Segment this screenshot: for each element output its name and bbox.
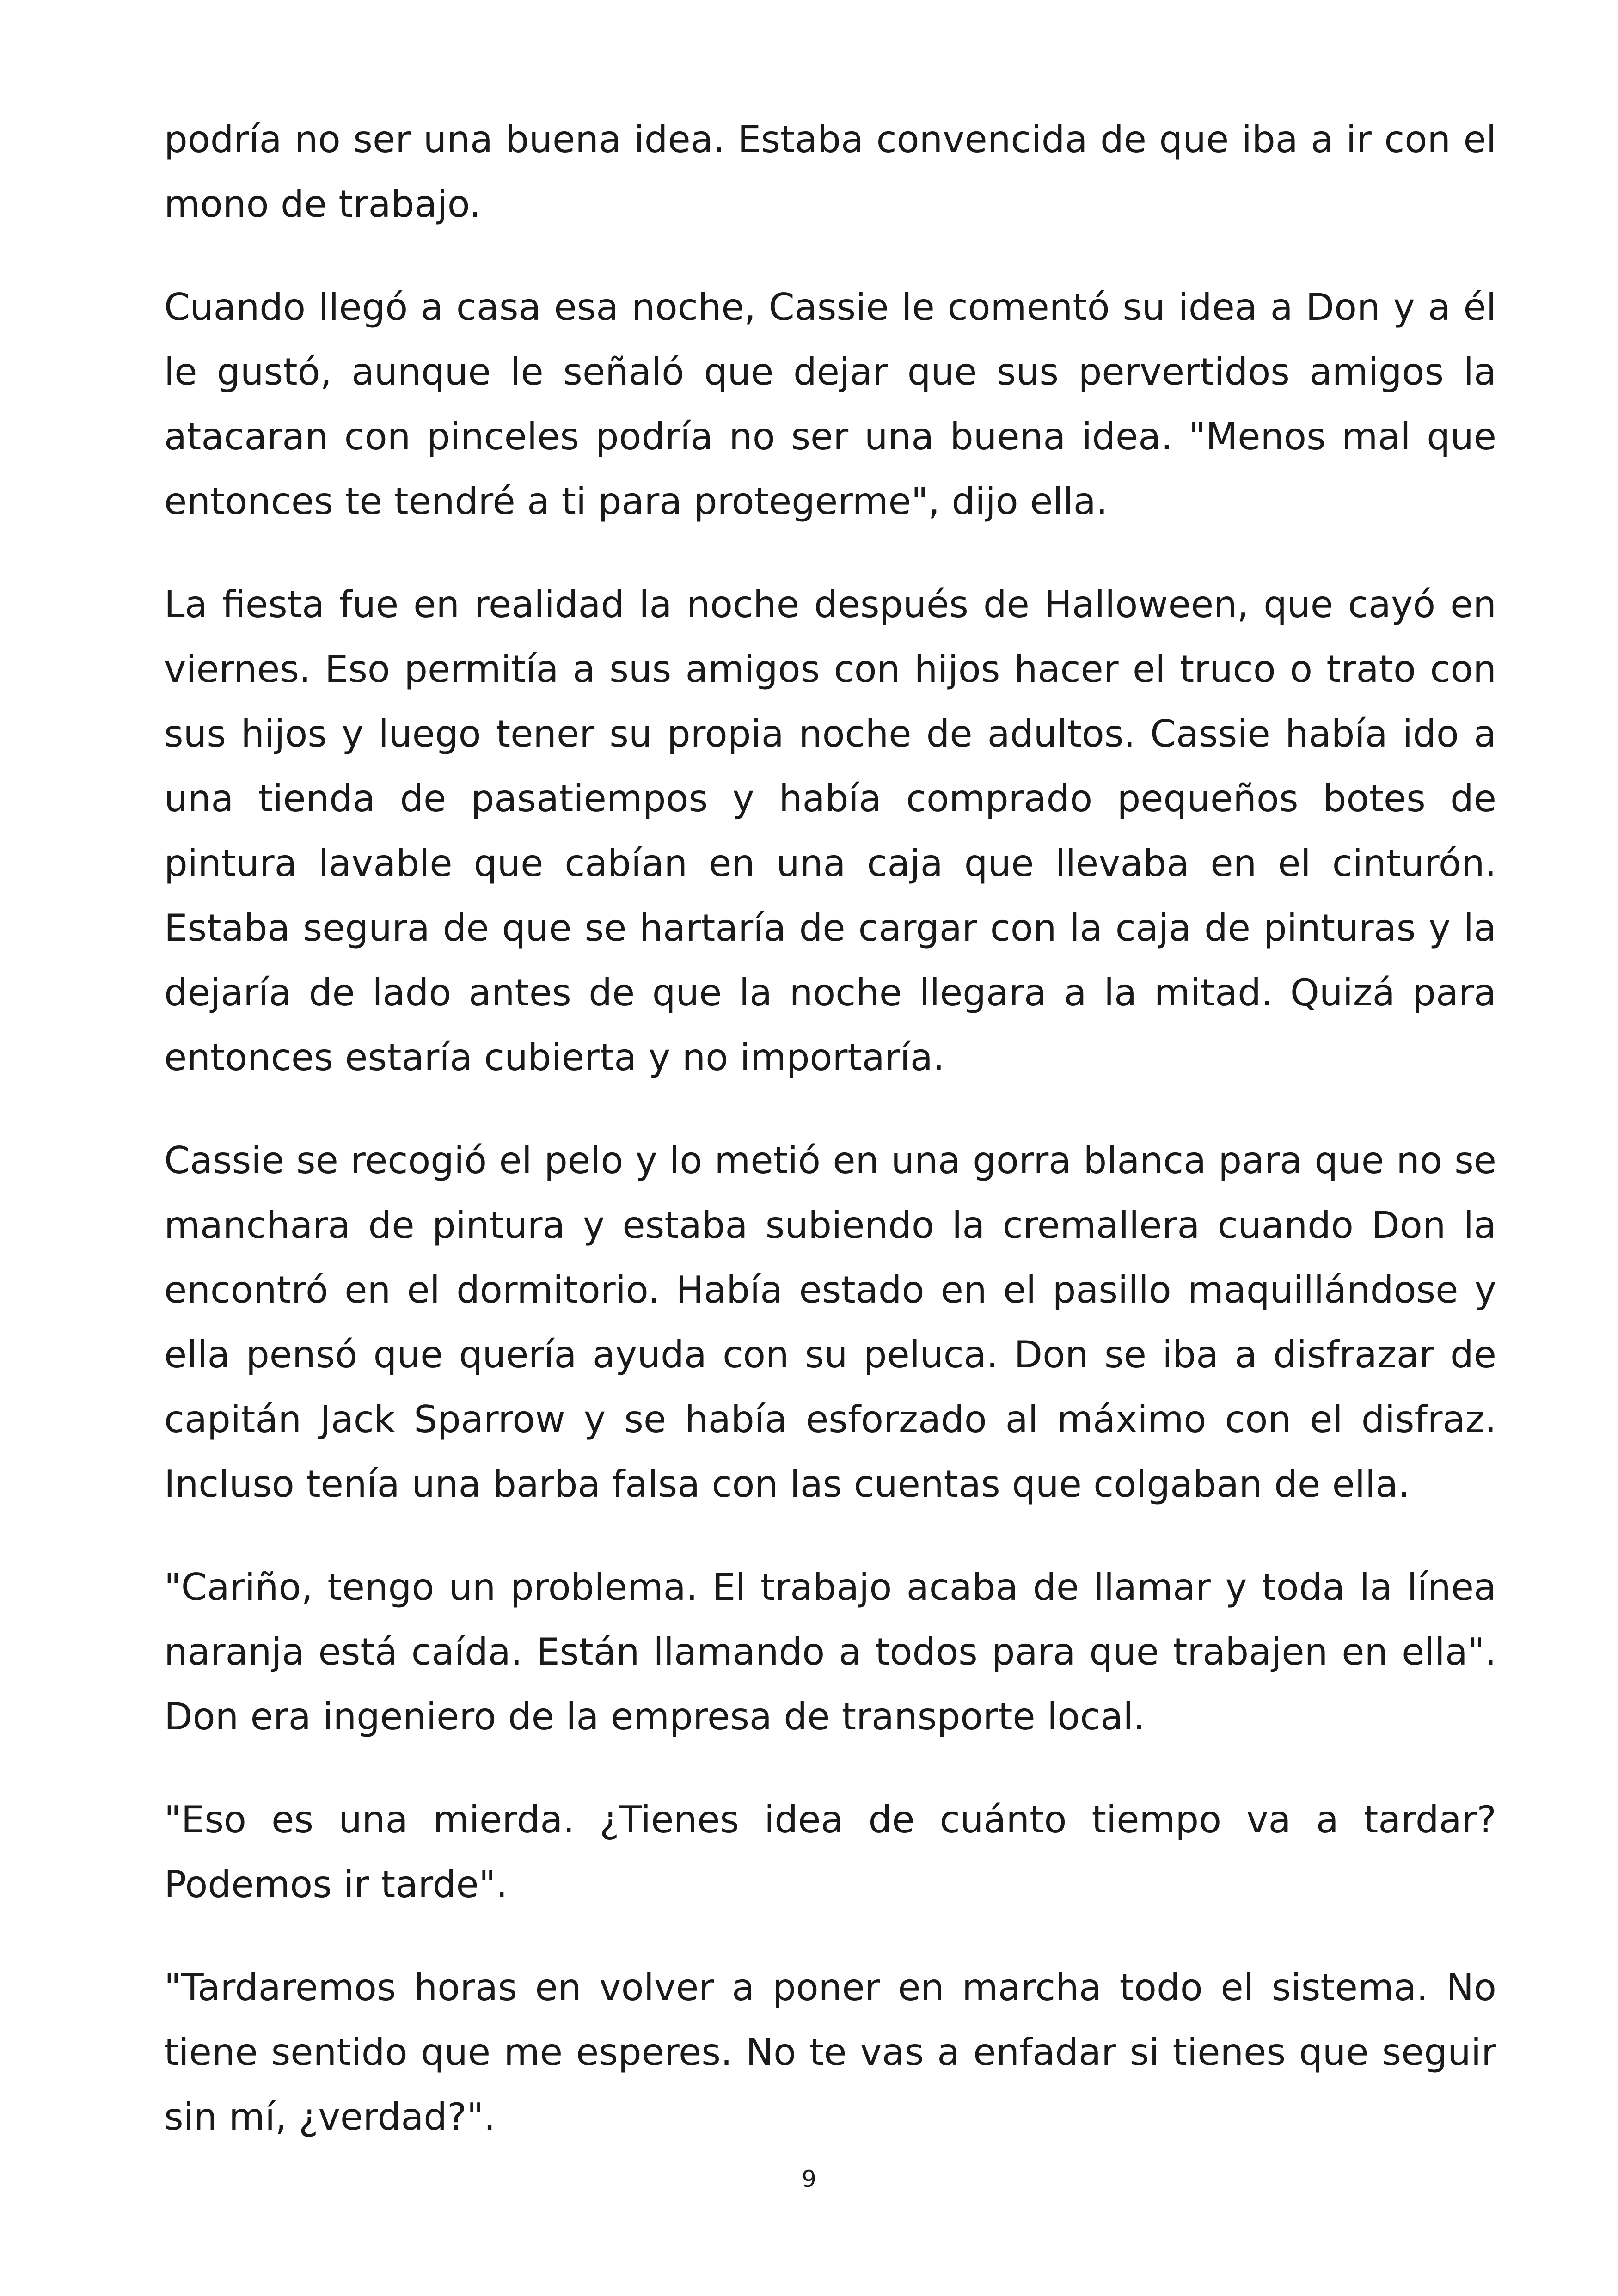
paragraph-6: "Eso es una mierda. ¿Tienes idea de cuánto tiempo va a tardar? Podemos ir tarde". <box>164 1798 1496 1906</box>
paragraph-2: Cuando llegó a casa esa noche, Cassie le comentó su idea a Don y a él le gustó, aunque le señaló que dejar que sus pervertidos amigos la atacaran con pinceles podría no ser una buena idea. "Menos mal que entonces te tendré a ti para protegerme", dijo ella. <box>164 286 1496 523</box>
paragraph-5: "Cariño, tengo un problema. El trabajo acaba de llamar y toda la línea naranja está caída. Están llamando a todos para que trabajen en ella". Don era ingeniero de la empresa de transporte local. <box>164 1566 1496 1738</box>
paragraph-7: "Tardaremos horas en volver a poner en marcha todo el sistema. No tiene sentido que me esperes. No te vas a enfadar si tienes que seguir sin mí, ¿verdad?". <box>164 1966 1496 2138</box>
body-text <box>164 107 1496 2188</box>
page-number: 9 <box>802 2166 816 2192</box>
paragraph-1: podría no ser una buena idea. Estaba convencida de que iba a ir con el mono de trabajo. <box>164 118 1496 226</box>
paragraph-4: Cassie se recogió el pelo y lo metió en una gorra blanca para que no se manchara de pintura y estaba subiendo la cremallera cuando Don la encontró en el dormitorio. Había estado en el pasillo maquillándose y ella pensó que quería ayuda con su peluca. Don se iba a disfrazar de capitán Jack Sparrow y se había esforzado al máximo con el disfraz. Incluso tenía una barba falsa con las cuentas que colgaban de ella. <box>164 1139 1496 1506</box>
paragraph-3: La fiesta fue en realidad la noche después de Halloween, que cayó en viernes. Eso permitía a sus amigos con hijos hacer el truco o trato con sus hijos y luego tener su propia noche de adultos. Cassie había ido a una tienda de pasatiempos y había comprado pequeños botes de pintura lavable que cabían en una caja que llevaba en el cinturón. Estaba segura de que se hartaría de cargar con la caja de pinturas y la dejaría de lado antes de que la noche llegara a la mitad. Quizá para entonces estaría cubierta y no importaría. <box>164 583 1496 1079</box>
